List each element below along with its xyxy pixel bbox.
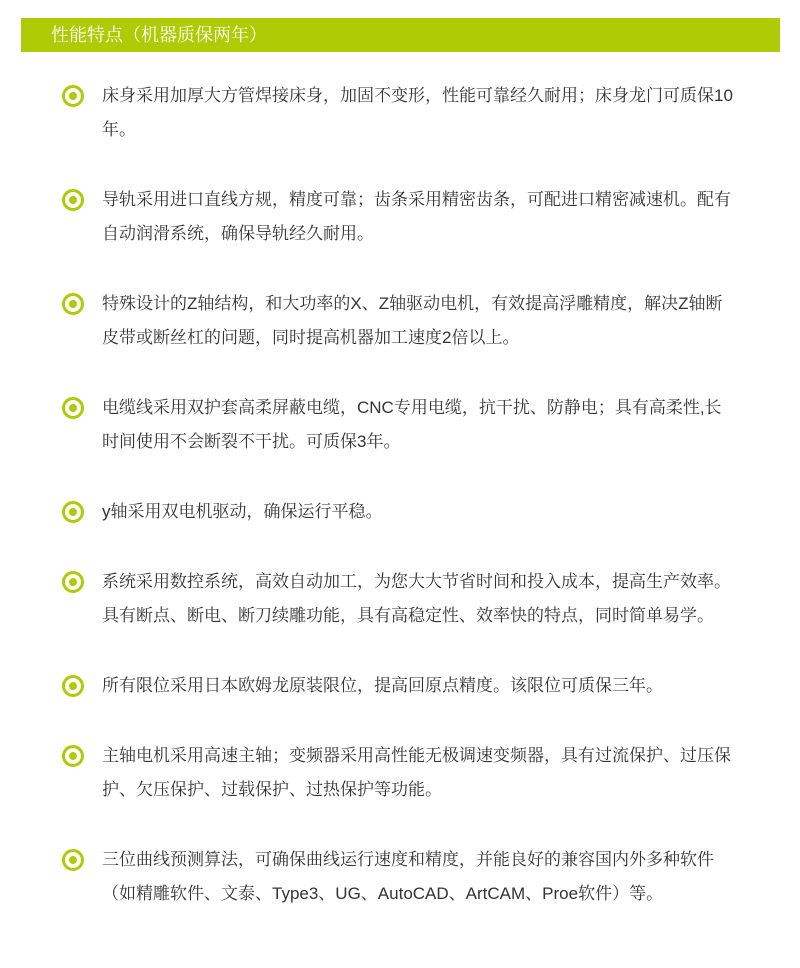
feature-text: 特殊设计的Z轴结构，和大功率的X、Z轴驱动电机，有效提高浮雕精度，解决Z轴断皮带或断丝杠的问题，同时提高机器加工速度2倍以上。 bbox=[102, 294, 723, 347]
feature-text: 床身采用加厚大方管焊接床身，加固不变形，性能可靠经久耐用；床身龙门可质保10年。 bbox=[102, 86, 733, 139]
feature-text: 导轨采用进口直线方规，精度可靠；齿条采用精密齿条，可配进口精密减速机。配有自动润滑系统，确保导轨经久耐用。 bbox=[102, 190, 731, 243]
feature-text: 系统采用数控系统，高效自动加工，为您大大节省时间和投入成本，提高生产效率。具有断点、断电、断刀续雕功能，具有高稳定性、效率快的特点，同时简单易学。 bbox=[102, 572, 731, 625]
feature-text: y轴采用双电机驱动，确保运行平稳。 bbox=[102, 502, 383, 521]
feature-text: 电缆线采用双护套高柔屏蔽电缆，CNC专用电缆，抗干扰、防静电；具有高柔性,长时间使用不会断裂不干扰。可质保3年。 bbox=[102, 398, 722, 451]
section-header bbox=[21, 18, 780, 52]
section-title: 性能特点（机器质保两年） bbox=[51, 25, 267, 45]
feature-text: 所有限位采用日本欧姆龙原装限位，提高回原点精度。该限位可质保三年。 bbox=[102, 676, 663, 695]
feature-text: 三位曲线预测算法，可确保曲线运行速度和精度，并能良好的兼容国内外多种软件（如精雕软件、文泰、Type3、UG、AutoCAD、ArtCAM、Proe软件）等。 bbox=[102, 850, 714, 903]
list-item bbox=[62, 391, 762, 459]
circle-dot-icon bbox=[62, 501, 84, 523]
list-item bbox=[62, 183, 762, 251]
list-item bbox=[62, 79, 762, 147]
list-item bbox=[62, 843, 762, 911]
feature-text: 主轴电机采用高速主轴；变频器采用高性能无极调速变频器，具有过流保护、过压保护、欠压保护、过载保护、过热保护等功能。 bbox=[102, 746, 731, 799]
list-item bbox=[62, 287, 762, 355]
list-item bbox=[62, 669, 762, 703]
circle-dot-icon bbox=[62, 293, 84, 315]
circle-dot-icon bbox=[62, 189, 84, 211]
circle-dot-icon bbox=[62, 397, 84, 419]
circle-dot-icon bbox=[62, 675, 84, 697]
list-item bbox=[62, 565, 762, 633]
circle-dot-icon bbox=[62, 571, 84, 593]
list-item bbox=[62, 739, 762, 807]
circle-dot-icon bbox=[62, 745, 84, 767]
feature-list bbox=[62, 79, 762, 947]
circle-dot-icon bbox=[62, 85, 84, 107]
list-item bbox=[62, 495, 762, 529]
circle-dot-icon bbox=[62, 849, 84, 871]
